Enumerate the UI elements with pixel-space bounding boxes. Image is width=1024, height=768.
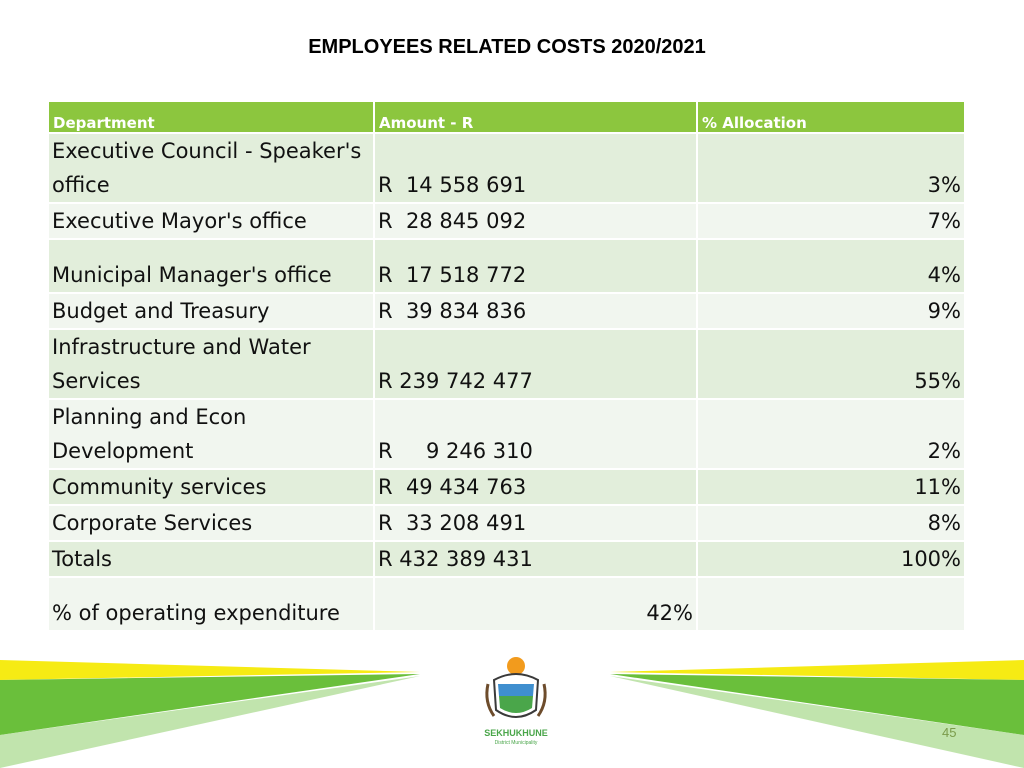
municipality-logo: [478, 650, 554, 750]
footer-label-cell: % of operating expenditure: [49, 577, 374, 630]
slide-title: EMPLOYEES RELATED COSTS 2020/2021: [308, 36, 706, 58]
department-cell: Infrastructure and Water Services: [49, 329, 374, 399]
allocation-cell: 55%: [697, 329, 965, 399]
department-cell: Executive Mayor's office: [49, 203, 374, 239]
svg-text:District Municipality: District Municipality: [494, 740, 538, 746]
department-cell: Executive Council - Speaker's office: [49, 133, 374, 203]
allocation-cell: 8%: [697, 505, 965, 541]
department-cell: Budget and Treasury: [49, 293, 374, 329]
department-cell: Totals: [49, 541, 374, 577]
allocation-cell: 2%: [697, 399, 965, 469]
table-header-row: [49, 102, 965, 133]
footer-value-cell: 42%: [374, 577, 697, 630]
crest-icon: [478, 650, 554, 750]
left-swoosh-green: [0, 674, 420, 735]
amount-cell: R 17 518 772: [374, 239, 697, 293]
table-row: [49, 469, 965, 505]
table-row: [49, 399, 965, 469]
department-cell: Municipal Manager's office: [49, 239, 374, 293]
department-cell: Planning and Econ Development: [49, 399, 374, 469]
amount-cell: R 39 834 836: [374, 293, 697, 329]
allocation-cell: 4%: [697, 239, 965, 293]
table-row: [49, 505, 965, 541]
table-row-operating-expenditure: [49, 577, 965, 630]
department-cell: Corporate Services: [49, 505, 374, 541]
amount-cell: R 14 558 691: [374, 133, 697, 203]
table-row: [49, 329, 965, 399]
table-row: [49, 203, 965, 239]
page-number: 45: [942, 725, 957, 740]
right-swoosh-green: [610, 674, 1024, 735]
amount-cell: R 239 742 477: [374, 329, 697, 399]
amount-cell: R 28 845 092: [374, 203, 697, 239]
allocation-cell: 3%: [697, 133, 965, 203]
amount-cell: R 33 208 491: [374, 505, 697, 541]
amount-cell: R 9 246 310: [374, 399, 697, 469]
allocation-cell: 11%: [697, 469, 965, 505]
table-row: [49, 293, 965, 329]
svg-text:SEKHUKHUNE: SEKHUKHUNE: [484, 728, 548, 738]
department-cell: Community services: [49, 469, 374, 505]
allocation-cell: 9%: [697, 293, 965, 329]
table-row: [49, 239, 965, 293]
amount-cell: R 432 389 431: [374, 541, 697, 577]
header-department: Department: [49, 102, 374, 133]
footer-empty-cell: [697, 577, 965, 630]
table-row: [49, 133, 965, 203]
employee-costs-table: [49, 102, 966, 630]
table-row-totals: [49, 541, 965, 577]
header-allocation: % Allocation: [697, 102, 965, 133]
allocation-cell: 7%: [697, 203, 965, 239]
header-amount: Amount - R: [374, 102, 697, 133]
allocation-cell: 100%: [697, 541, 965, 577]
amount-cell: R 49 434 763: [374, 469, 697, 505]
